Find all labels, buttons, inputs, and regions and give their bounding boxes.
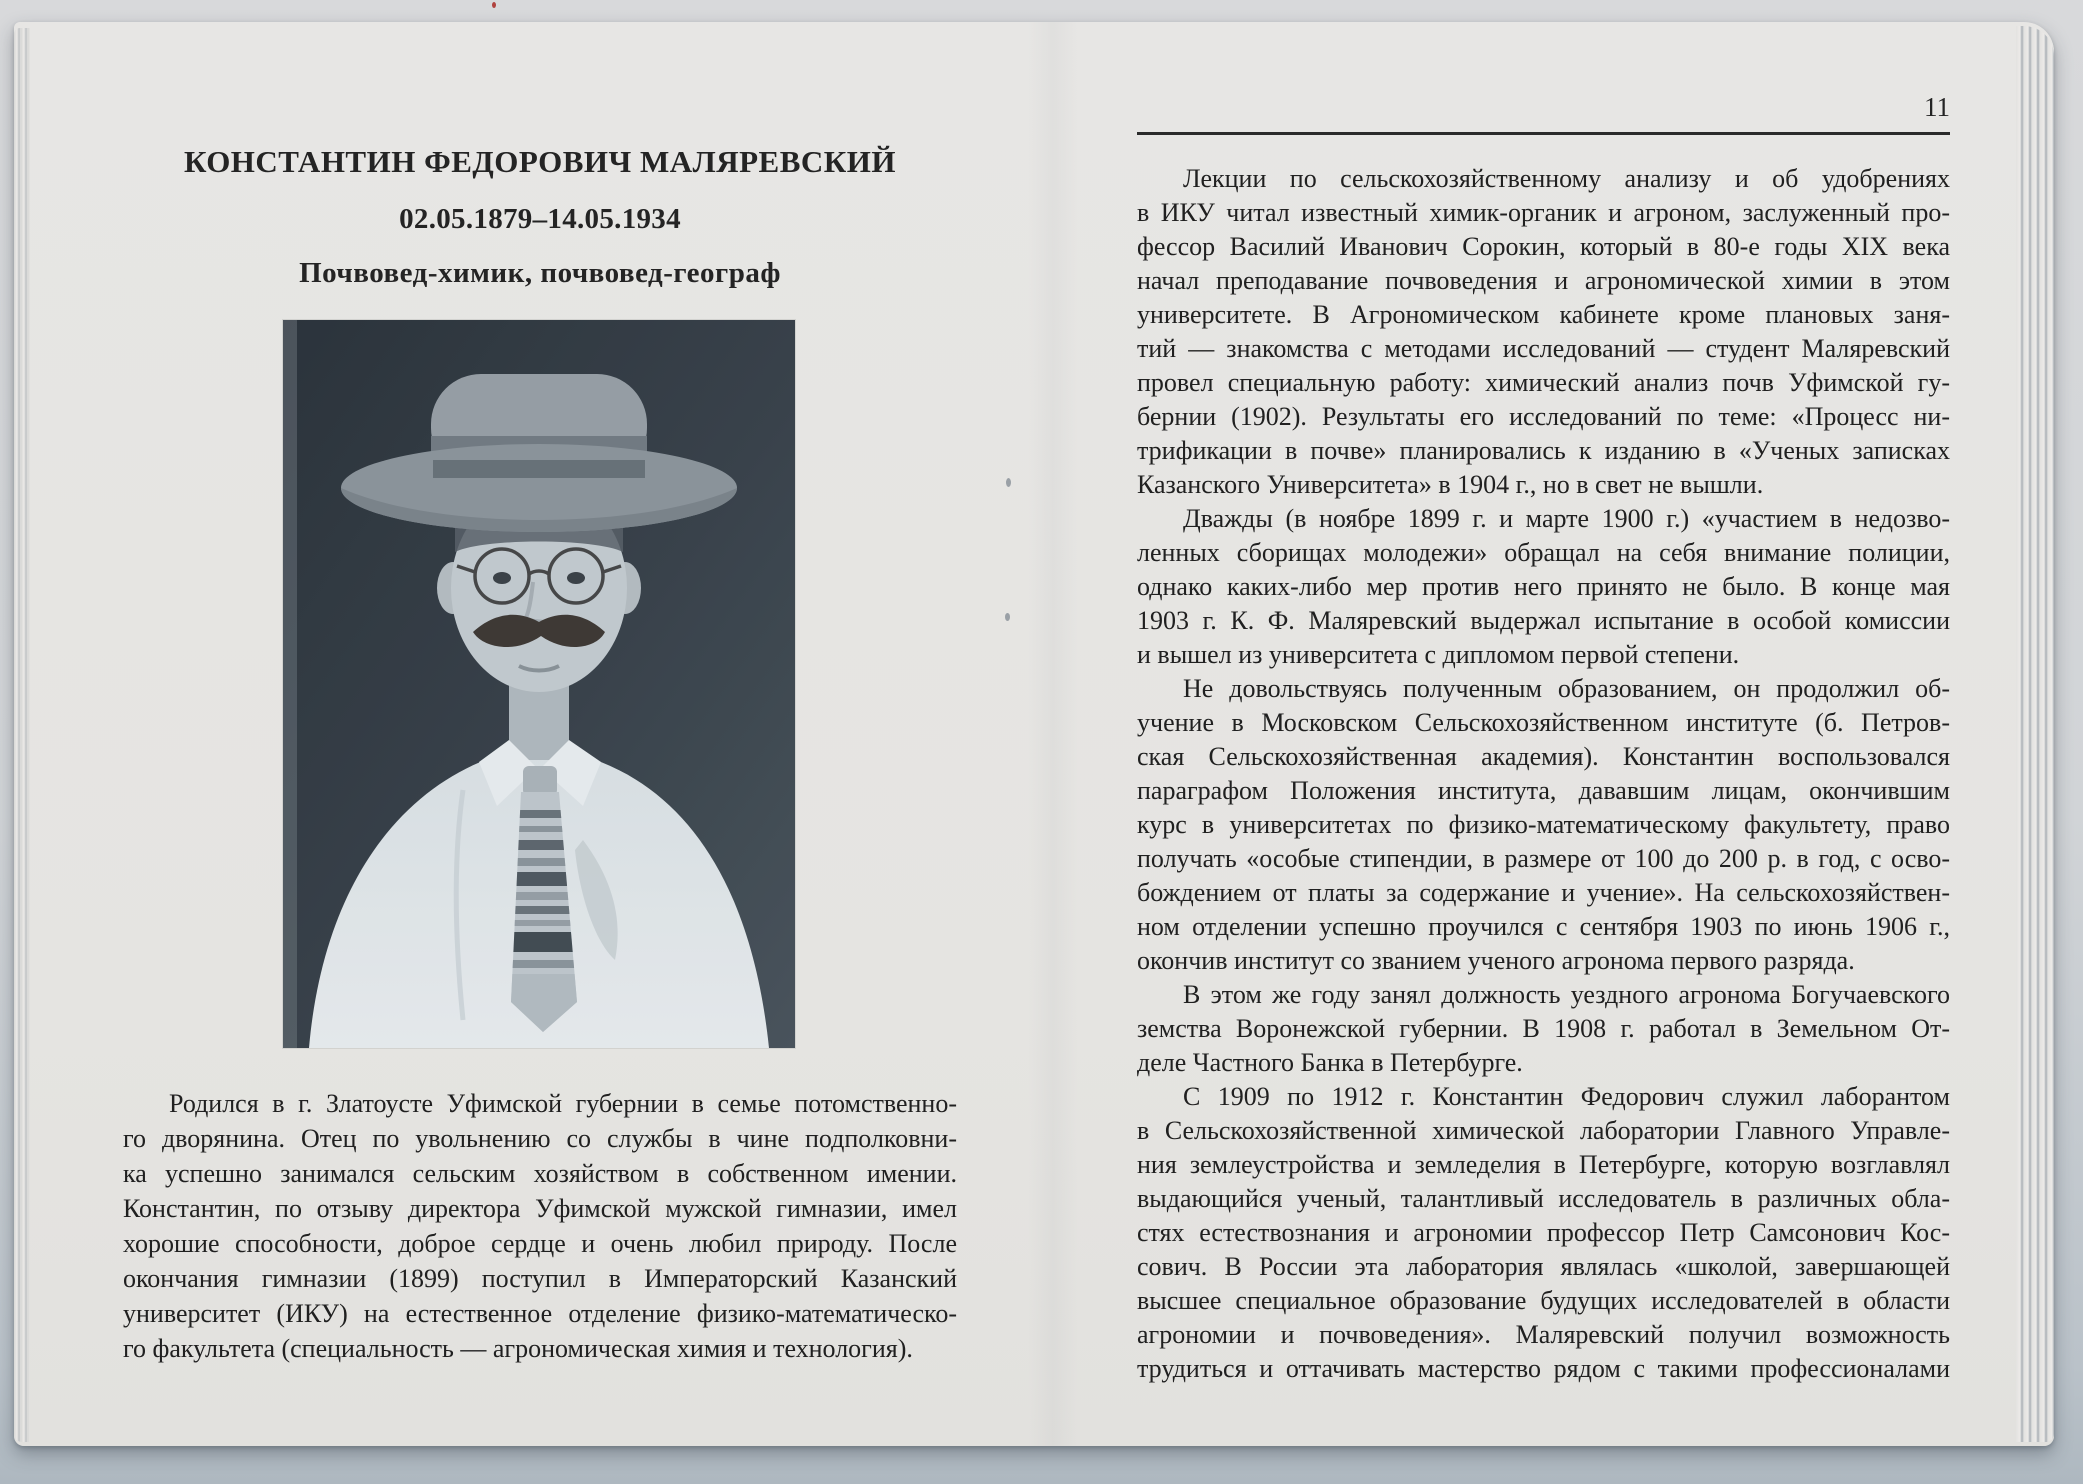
text-line: ка успешно занимался сельским хозяйством в собственном имении. — [123, 1159, 957, 1188]
paragraph-police — [1137, 502, 1950, 672]
text-line: в ИКУ читал известный химик-органик и агроном, заслуженный про- — [1137, 198, 1950, 227]
paragraph-moscow-institute — [1137, 672, 1950, 978]
text-line: деле Частного Банка в Петербурге. — [1137, 1048, 1523, 1077]
person-name-heading: КОНСТАНТИН ФЕДОРОВИЧ МАЛЯРЕВСКИЙ — [183, 144, 897, 179]
text-line: тий — знакомства с методами исследований — студент Маляревский — [1137, 334, 1950, 363]
text-line: начал преподавание почвоведения и агрономической химии в этом — [1137, 266, 1950, 295]
paragraph-agronomist-post — [1137, 978, 1950, 1080]
text-line: окончив институт со званием ученого агронома первого разряда. — [1137, 946, 1855, 975]
text-line: ном отделении успешно проучился с сентября 1903 по июнь 1906 г., — [1137, 912, 1950, 941]
text-line: сович. В России эта лаборатория являлась «школой, завершающей — [1137, 1252, 1950, 1281]
text-line: В этом же году занял должность уездного агронома Богучаевского — [1183, 980, 1950, 1009]
text-line: в Сельскохозяйственной химической лаборатории Главного Управле- — [1137, 1116, 1950, 1145]
right-page-text-column — [1137, 162, 1950, 1386]
page-stack-left-edge — [14, 28, 30, 1442]
page-number: 11 — [1924, 92, 1950, 122]
life-dates: 02.05.1879–14.05.1934 — [399, 203, 681, 235]
text-line: окончания гимназии (1899) поступил в Императорский Казанский — [123, 1264, 957, 1293]
text-line: и вышел из университета с дипломом первой степени. — [1137, 640, 1740, 669]
scan-speck — [1005, 613, 1010, 621]
text-line: стях естествознания и агрономии профессор Петр Самсонович Кос- — [1137, 1218, 1950, 1247]
text-line: хорошие способности, доброе сердце и очень любил природу. После — [123, 1229, 957, 1258]
scan-speck — [1006, 478, 1011, 487]
text-line: трификации в почве» планировались к изданию в «Ученых записках — [1137, 436, 1950, 465]
paragraph-lectures — [1137, 162, 1950, 502]
text-line: го факультета (специальность — агрономическая химия и технология). — [123, 1334, 913, 1363]
text-line: Константин, по отзыву директора Уфимской мужской гимназии, имел — [123, 1194, 957, 1223]
text-line: Родился в г. Златоусте Уфимской губернии в семье потомственно- — [169, 1089, 957, 1118]
text-line: учение в Московском Сельскохозяйственном институте (б. Петров- — [1137, 708, 1950, 737]
text-line: университет (ИКУ) на естественное отделение физико-математическо- — [123, 1299, 957, 1328]
text-line: Не довольствуясь полученным образованием, он продолжил об- — [1183, 674, 1950, 703]
text-line: 1903 г. К. Ф. Маляревский выдержал испытание в особой комиссии — [1137, 606, 1950, 635]
text-line: фессор Василий Иванович Сорокин, который в 80-е годы XIX века — [1137, 232, 1950, 261]
text-line: бернии (1902). Результаты его исследований по теме: «Процесс ни- — [1137, 402, 1950, 431]
text-line: выдающийся ученый, талантливый исследователь в различных обла- — [1137, 1184, 1950, 1213]
text-line: бождением от платы за содержание и учение». На сельскохозяйствен- — [1137, 878, 1950, 907]
text-line: получать «особые стипендии, в размере от 100 до 200 р. в год, с осво- — [1137, 844, 1950, 873]
text-line: провел специальную работу: химический анализ почв Уфимской гу- — [1137, 368, 1950, 397]
text-line: агрономии и почвоведения». Маляревский получил возможность — [1137, 1320, 1950, 1349]
text-line: трудиться и оттачивать мастерство рядом с такими профессионалами — [1137, 1354, 1950, 1383]
portrait-illustration — [283, 320, 795, 1048]
text-line: ленных сборищах молодежи» обращал на себя внимание полиции, — [1137, 538, 1950, 567]
text-line: Казанского Университета» в 1904 г., но в свет не вышли. — [1137, 470, 1764, 499]
photo-blue-tint — [283, 320, 795, 1048]
text-line: го дворянина. Отец по увольнению со службы в чине подполковни- — [123, 1124, 957, 1153]
scan-speck — [492, 2, 496, 8]
text-line: земства Воронежской губернии. В 1908 г. работал в Земельном От- — [1137, 1014, 1950, 1043]
text-line: Дважды (в ноябре 1899 г. и марте 1900 г.) «участием в недозво- — [1183, 504, 1950, 533]
header-rule — [1137, 132, 1950, 135]
text-line: Лекции по сельскохозяйственному анализу и об удобрениях — [1183, 164, 1950, 193]
text-line: С 1909 по 1912 г. Константин Федорович служил лаборантом — [1183, 1082, 1950, 1111]
paragraph-laboratory — [1137, 1080, 1950, 1386]
text-line: курс в университетах по физико-математическому факультету, право — [1137, 810, 1950, 839]
text-line: параграфом Положения института, дававшим лицам, окончившим — [1137, 776, 1950, 805]
text-line: ния землеустройства и земледелия в Петербурге, которую возглавлял — [1137, 1150, 1950, 1179]
text-line: высшее специальное образование будущих исследователей в области — [1137, 1286, 1950, 1315]
text-line: однако каких-либо мер против него принято не было. В конце мая — [1137, 572, 1950, 601]
text-line: университете. В Агрономическом кабинете кроме плановых заня- — [1137, 300, 1950, 329]
left-page-paragraph — [123, 1086, 957, 1366]
profession-subtitle: Почвовед-химик, почвовед-географ — [299, 257, 781, 289]
portrait-photo — [283, 320, 795, 1048]
page-gutter — [1028, 22, 1078, 1446]
page-stack-right-edge — [2016, 26, 2054, 1442]
text-line: ская Сельскохозяйственная академия). Константин воспользовался — [1137, 742, 1950, 771]
